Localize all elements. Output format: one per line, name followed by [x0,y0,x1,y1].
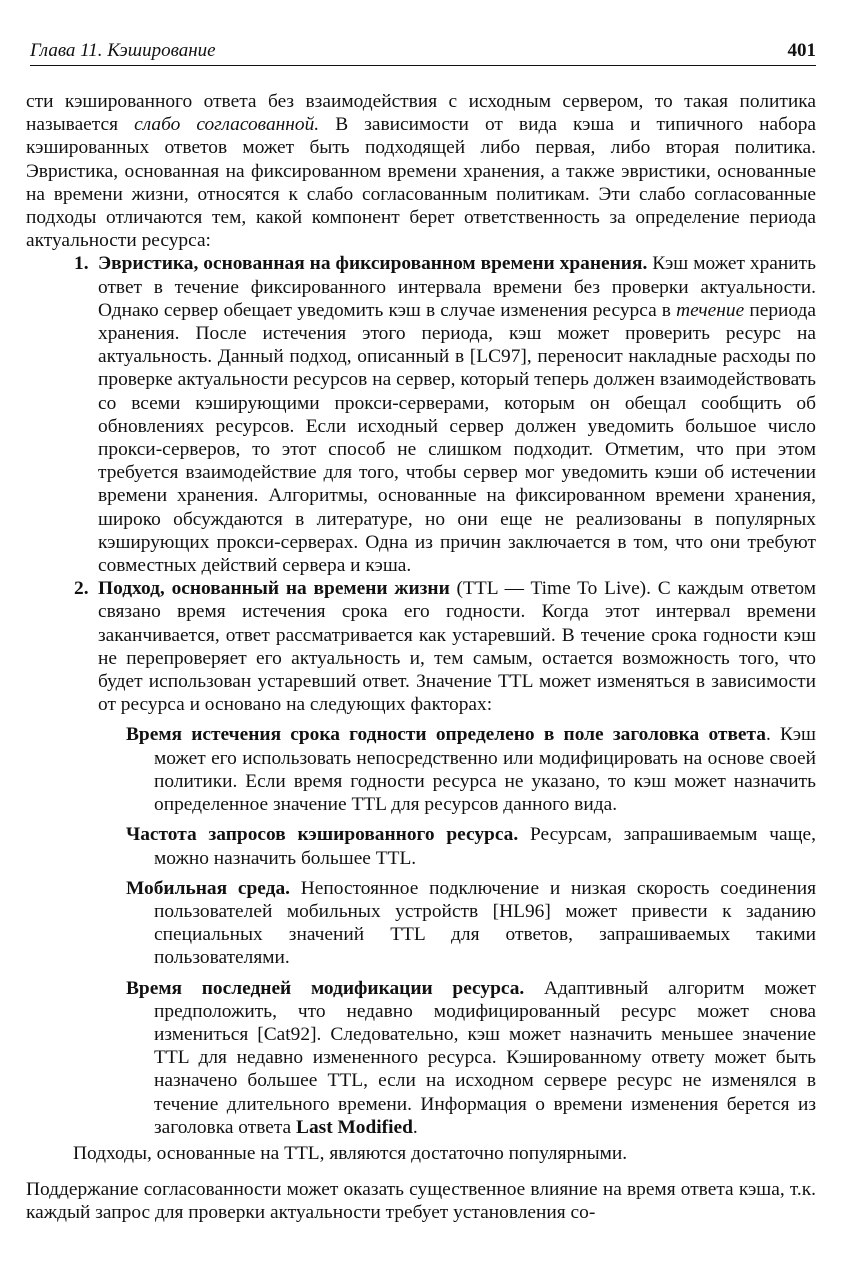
factor-bold-term: Last Modified [296,1116,413,1138]
policy-list [26,252,816,1139]
list-item-title: Эвристика, основанная на фиксированном времени хранения. [98,253,648,275]
factor-text: Адаптивный алгоритм может предположить, что недавно модифицированный ресурс может снова измениться [Cat92]. Следовательно, кэш может назначить меньшее значение TTL для недавно измененного ресурса. Кэшированному ответу может быть назначено большее TTL, если на исходном сервере ресурс не изменялся в течение длительного времени. Информация о времени изменения берется из заголовка ответа [154,977,816,1138]
intro-italic-term: слабо согласованной. [134,114,320,136]
factor-request-frequency [98,823,816,869]
list-item-number: 1. [74,253,89,275]
factor-expiry-header [98,723,816,816]
intro-text-a: сти кэшированного ответа без взаимодействия с исходным сервером, то такая политика называется [26,91,816,136]
list-item-text: (TTL — Time To Live). С каждым ответом связано время истечения срока его годности. Когда этот интервал времени заканчивается, ответ рассматривается как устаревший. В течение срока годности кэш не перепроверяет его актуальность и, тем самым, остается возможность того, что будет использован устаревший ответ. Значение TTL может изменяться в зависимости от ресурса и основано на следующих факторах: [98,578,816,716]
factor-text: . Кэш может его использовать непосредственно или модифицировать на основе своей политики. Если время годности ресурса не указано, то кэш может назначить определенное значение TTL для ресурсов данного вида. [154,724,816,816]
factor-title: Мобильная среда. [126,877,290,899]
intro-text-b: В зависимости от вида кэша и типичного набора кэшированных ответов может быть подходящей либо первая, либо вторая политика. Эвристика, основанная на фиксированном времени хранения, а также эвристики, основанные на времени жизни, относятся к слабо согласованным политикам. Эти слабо согласованные подходы отличаются тем, какой компонент берет ответственность за определение периода актуальности ресурса: [26,114,817,252]
chapter-title: Глава 11. Кэширование [30,40,216,61]
page-body [26,90,816,1225]
factor-tail: . [412,1116,418,1138]
factor-text: Ресурсам, запрашиваемым чаще, можно назначить большее TTL. [154,824,816,869]
factor-text: Непостоянное подключение и низкая скорость соединения пользователей мобильных устройств [HL96] может привести к заданию специальных значений TTL для ответов, запрашиваемых такими пользователями. [154,877,817,969]
list-item-italic: течение [676,299,745,321]
list-item-fixed-storage [26,252,816,577]
list-item-text-a: Кэш может хранить ответ в течение фиксированного интервала времени без проверки актуальности. Однако сервер обещает уведомить кэш в случае изменения ресурса в [98,253,816,321]
running-header [30,40,816,66]
factor-mobile-environment [98,877,816,970]
page-number: 401 [787,40,816,61]
list-item-title: Подход, основанный на времени жизни [98,578,450,600]
closing-paragraph: Поддержание согласованности может оказать существенное влияние на время ответа кэша, т.к. каждый запрос для проверки актуальности требует установления со- [26,1179,816,1224]
list-item-number: 2. [74,578,89,600]
ttl-summary: Подходы, основанные на TTL, являются достаточно популярными. [73,1142,628,1164]
intro-paragraph [26,90,816,252]
list-item-ttl [26,577,816,1139]
factor-title: Частота запросов кэшированного ресурса. [126,824,519,846]
list-item-text-b: периода хранения. После истечения этого периода, кэш может проверить ресурс на актуальность. Данный подход, описанный в [LC97], переносит накладные расходы по проверке актуальности ресурсов на сервер, который теперь должен взаимодействовать со всеми кэширующими прокси-серверами, которым он обещал сообщить об обновлениях ресурсов. Если исходный сервер должен уведомить большое число прокси-серверов, то этот способ не слишком подходит. Отметим, что при этом требуется взаимодействие для того, чтобы сервер мог уведомить кэши об истечении времени хранения. Алгоритмы, основанные на фиксированном времени хранения, широко обсуждаются в литературе, но они еще не реализованы в популярных кэширующих прокси-серверах. Одна из причин заключается в том, что они требуют совместных действий сервера и кэша. [98,299,816,577]
factor-title: Время последней модификации ресурса. [126,977,525,999]
factor-last-modified [98,977,816,1139]
factor-title: Время истечения срока годности определено в поле заголовка ответа [126,724,766,746]
